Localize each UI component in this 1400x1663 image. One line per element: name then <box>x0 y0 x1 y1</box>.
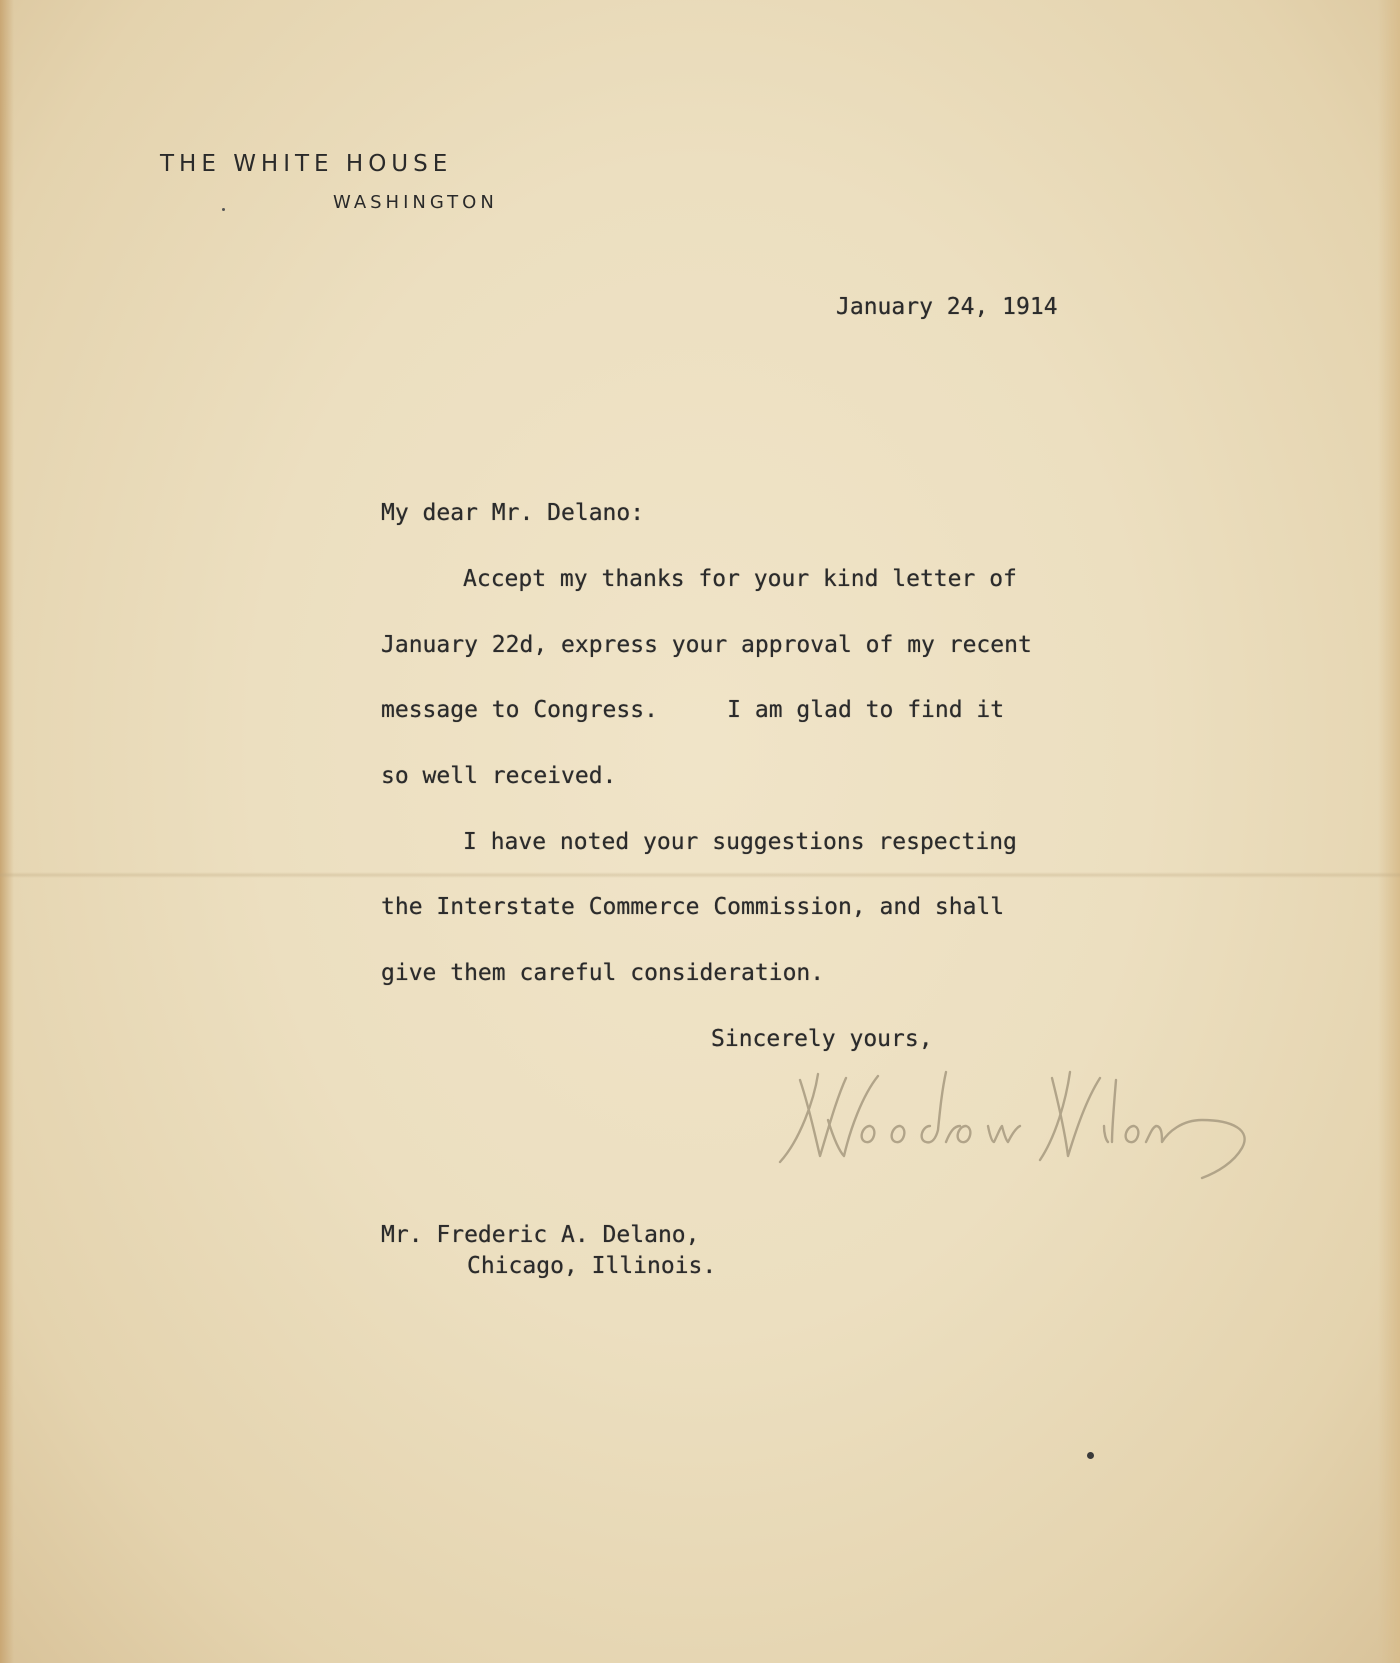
salutation: My dear Mr. Delano: <box>381 500 645 526</box>
paper-fold-line <box>0 872 1400 878</box>
paragraph1-line4: so well received. <box>381 763 617 789</box>
letterhead-title: THE WHITE HOUSE <box>160 151 453 177</box>
paragraph1-line1: Accept my thanks for your kind letter of <box>463 566 1017 592</box>
paper-edge-right <box>1378 0 1400 1663</box>
signature <box>770 1060 1270 1180</box>
ink-dot <box>1087 1452 1094 1459</box>
closing: Sincerely yours, <box>711 1026 933 1052</box>
recipient-name: Mr. Frederic A. Delano, <box>381 1222 700 1248</box>
letter-date: January 24, 1914 <box>836 294 1058 320</box>
paper-edge-left <box>0 0 14 1663</box>
paragraph2-line3: give them careful consideration. <box>381 960 825 986</box>
paragraph2-line1: I have noted your suggestions respecting <box>463 829 1017 855</box>
paragraph1-line3: message to Congress. I am glad to find it <box>381 697 1005 723</box>
recipient-location: Chicago, Illinois. <box>467 1253 717 1279</box>
paragraph2-line2: the Interstate Commerce Commission, and shall <box>381 894 1005 920</box>
paper-speck <box>222 208 225 211</box>
letterhead-city: WASHINGTON <box>333 192 498 213</box>
paragraph1-line2: January 22d, express your approval of my recent <box>381 632 1032 658</box>
